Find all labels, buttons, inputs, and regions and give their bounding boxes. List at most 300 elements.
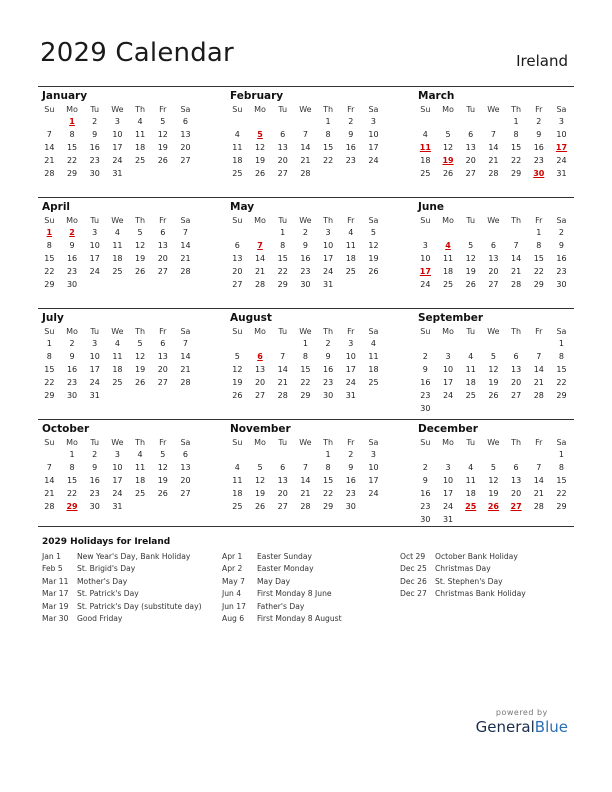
day-cell: 6	[513, 463, 519, 472]
day-cell: 12	[368, 241, 379, 250]
month-november	[226, 420, 386, 513]
day-cell: 27	[277, 502, 288, 511]
empty-cell	[174, 500, 197, 513]
day-cell: 2	[92, 450, 98, 459]
day-cell: 14	[180, 241, 191, 250]
day-cell: 22	[66, 156, 78, 165]
day-cell: 13	[180, 130, 191, 139]
day-cell: 15	[300, 365, 311, 374]
weekday-header: Sa	[556, 326, 567, 336]
empty-cell	[505, 513, 528, 526]
day-cell: 12	[135, 241, 146, 250]
day-cell: 22	[556, 378, 567, 387]
day-cell: 10	[368, 463, 379, 472]
day-cell: 19	[254, 156, 266, 165]
day-cell: 28	[180, 267, 191, 276]
month-name: December	[418, 423, 478, 435]
weekday-header: Su	[232, 437, 243, 447]
weekday-header: Th	[135, 215, 146, 225]
day-cell: 5	[445, 130, 451, 139]
day-cell: 29	[533, 280, 544, 289]
day-cell: 4	[422, 130, 428, 139]
empty-cell	[459, 337, 482, 350]
empty-cell	[527, 337, 550, 350]
day-cell: 17	[112, 476, 123, 485]
day-cell: 13	[254, 365, 266, 374]
day-cell: 26	[488, 391, 499, 400]
day-cell: 3	[348, 339, 354, 348]
day-cell: 10	[420, 254, 431, 263]
empty-cell	[505, 226, 528, 239]
day-cell: 13	[465, 143, 476, 152]
weekday-header: Sa	[180, 437, 191, 447]
day-cell: 25	[465, 391, 476, 400]
brand-name-part: Blue	[534, 718, 568, 736]
day-cell: 27	[232, 280, 243, 289]
empty-cell	[271, 115, 294, 128]
day-cell: 11	[112, 241, 123, 250]
brand-logo	[476, 708, 568, 736]
day-cell: 8	[558, 463, 565, 472]
day-cell: 28	[488, 169, 499, 178]
day-cell: 3	[422, 241, 428, 250]
empty-cell	[362, 167, 385, 180]
holiday-date: Oct 29	[400, 552, 426, 561]
day-cell: 24	[556, 156, 567, 165]
day-cell: 21	[44, 489, 55, 498]
day-cell: 9	[92, 130, 98, 139]
day-cell: 4	[137, 450, 143, 459]
day-cell: 30	[89, 169, 100, 178]
day-cell: 20	[180, 476, 191, 485]
holiday-date: Apr 1	[222, 552, 243, 561]
day-cell: 31	[442, 515, 454, 524]
holiday-name: Easter Monday	[257, 564, 314, 574]
day-cell: 29	[300, 391, 311, 400]
day-cell: 15	[66, 143, 78, 152]
day-cell: 27	[157, 378, 168, 387]
day-cell: 7	[302, 463, 308, 472]
holidays-column	[400, 552, 526, 602]
day-cell: 11	[442, 254, 454, 263]
day-cell: 10	[345, 352, 356, 361]
holiday-day-cell: 25	[465, 502, 477, 511]
weekday-header: Tu	[90, 437, 100, 447]
holiday-name: Easter Sunday	[257, 552, 313, 561]
month-august	[226, 309, 386, 402]
weekday-header: Fr	[159, 104, 167, 114]
holiday-day-cell: 17	[555, 143, 568, 152]
month-name: April	[42, 201, 71, 213]
weekday-header: Tu	[466, 215, 476, 225]
holiday-name: First Monday 8 August	[257, 613, 342, 623]
weekday-header: Su	[44, 104, 55, 114]
day-cell: 8	[46, 352, 52, 361]
day-cell: 24	[89, 267, 100, 276]
day-cell: 14	[533, 476, 544, 485]
day-cell: 19	[157, 476, 168, 485]
holiday-date: May 7	[222, 576, 245, 586]
weekday-header: Tu	[466, 326, 476, 336]
day-cell: 1	[558, 339, 565, 348]
day-cell: 22	[511, 156, 522, 165]
weekday-header: Tu	[278, 326, 288, 336]
day-cell: 1	[558, 450, 565, 459]
day-cell: 11	[232, 143, 243, 152]
day-cell: 5	[370, 228, 377, 237]
empty-cell	[437, 402, 460, 415]
day-cell: 20	[157, 365, 168, 374]
month-name: November	[230, 423, 291, 435]
weekday-header: Su	[420, 326, 431, 336]
weekday-header: We	[111, 326, 124, 336]
day-cell: 7	[490, 130, 496, 139]
day-cell: 17	[89, 365, 100, 374]
day-cell: 8	[558, 352, 565, 361]
weekday-header: Tu	[278, 215, 288, 225]
holiday-day-cell: 30	[533, 169, 545, 178]
month-july	[38, 309, 198, 402]
weekday-header: Mo	[66, 215, 78, 225]
day-cell: 1	[280, 228, 286, 237]
day-cell: 20	[465, 156, 476, 165]
day-cell: 14	[44, 143, 55, 152]
day-cell: 3	[370, 117, 377, 126]
day-cell: 6	[160, 339, 166, 348]
holiday-date: Mar 19	[42, 601, 69, 611]
day-cell: 29	[556, 502, 567, 511]
holiday-day-cell: 19	[442, 156, 454, 165]
weekday-header: Th	[323, 437, 334, 447]
day-cell: 28	[180, 378, 191, 387]
day-cell: 12	[157, 463, 168, 472]
day-cell: 4	[114, 339, 120, 348]
day-cell: 26	[254, 169, 266, 178]
day-cell: 10	[112, 463, 123, 472]
day-cell: 14	[300, 143, 311, 152]
weekday-header: Mo	[442, 326, 454, 336]
holiday-item	[222, 602, 342, 614]
holiday-item	[42, 602, 202, 614]
holiday-date: Aug 6	[222, 613, 245, 623]
day-cell: 6	[234, 241, 240, 250]
day-cell: 21	[300, 156, 311, 165]
empty-cell	[414, 448, 437, 461]
day-cell: 25	[420, 169, 431, 178]
day-cell: 28	[44, 169, 55, 178]
weekday-header: Sa	[180, 104, 191, 114]
holiday-date: Dec 27	[400, 589, 427, 599]
day-cell: 2	[536, 117, 542, 126]
holiday-date: Feb 5	[42, 564, 63, 574]
day-cell: 2	[325, 339, 331, 348]
day-cell: 26	[135, 378, 146, 387]
weekday-header: We	[111, 437, 124, 447]
holiday-day-cell: 1	[46, 228, 53, 237]
day-cell: 1	[325, 450, 331, 459]
day-cell: 19	[488, 489, 499, 498]
day-cell: 13	[511, 365, 522, 374]
day-cell: 21	[44, 156, 55, 165]
weekday-header: We	[487, 326, 500, 336]
weekday-header: Mo	[254, 437, 266, 447]
day-cell: 24	[420, 280, 431, 289]
day-cell: 21	[180, 365, 191, 374]
day-cell: 28	[511, 280, 522, 289]
day-cell: 23	[533, 156, 544, 165]
day-cell: 9	[348, 130, 354, 139]
day-cell: 8	[69, 130, 75, 139]
day-cell: 26	[157, 489, 168, 498]
weekday-header: Tu	[466, 104, 476, 114]
day-cell: 15	[511, 143, 522, 152]
holiday-item	[42, 552, 202, 564]
day-cell: 23	[420, 502, 431, 511]
day-cell: 25	[345, 267, 356, 276]
day-cell: 20	[511, 378, 522, 387]
grid-divider	[38, 526, 574, 527]
day-cell: 20	[180, 143, 191, 152]
month-may	[226, 198, 386, 291]
weekday-header: Fr	[535, 104, 543, 114]
day-cell: 13	[157, 352, 168, 361]
day-cell: 14	[511, 254, 522, 263]
day-cell: 16	[323, 365, 334, 374]
day-cell: 16	[66, 254, 78, 263]
day-cell: 3	[558, 117, 565, 126]
weekday-header: Th	[511, 215, 522, 225]
holiday-day-cell: 29	[66, 502, 78, 511]
brand-name-part: General	[475, 718, 535, 736]
empty-cell	[437, 448, 460, 461]
weekday-header: Mo	[66, 437, 78, 447]
day-cell: 2	[302, 228, 308, 237]
empty-cell	[482, 513, 505, 526]
day-cell: 12	[488, 476, 499, 485]
day-cell: 6	[280, 130, 286, 139]
weekday-header: Mo	[254, 104, 266, 114]
day-cell: 11	[368, 352, 379, 361]
month-name: September	[418, 312, 484, 324]
day-cell: 28	[277, 391, 288, 400]
empty-cell	[459, 513, 482, 526]
day-cell: 24	[442, 391, 454, 400]
holiday-date: Jun 4	[222, 589, 242, 599]
holiday-day-cell: 4	[445, 241, 451, 250]
day-cell: 21	[277, 378, 288, 387]
day-cell: 30	[556, 280, 567, 289]
day-cell: 30	[66, 391, 78, 400]
weekday-header: Sa	[368, 104, 379, 114]
empty-cell	[550, 513, 573, 526]
holiday-name: New Year's Day, Bank Holiday	[77, 552, 191, 561]
day-cell: 7	[302, 130, 308, 139]
day-cell: 6	[160, 228, 166, 237]
day-cell: 4	[370, 339, 377, 348]
weekday-header: Sa	[368, 326, 379, 336]
weekday-header: Sa	[556, 104, 567, 114]
holiday-item	[222, 552, 342, 564]
day-cell: 6	[182, 450, 189, 459]
day-cell: 25	[368, 378, 379, 387]
day-cell: 16	[89, 143, 100, 152]
day-cell: 12	[254, 143, 266, 152]
weekday-header: Fr	[159, 215, 167, 225]
day-cell: 22	[44, 267, 55, 276]
day-cell: 23	[89, 489, 100, 498]
holiday-item	[222, 589, 342, 601]
day-cell: 28	[254, 280, 266, 289]
holiday-day-cell: 11	[419, 143, 431, 152]
empty-cell	[151, 500, 174, 513]
powered-by-text: powered by	[495, 708, 548, 717]
day-cell: 7	[46, 463, 52, 472]
empty-cell	[339, 167, 362, 180]
empty-cell	[414, 226, 437, 239]
empty-cell	[362, 500, 385, 513]
holiday-name: October Bank Holiday	[435, 552, 518, 561]
day-cell: 11	[112, 352, 123, 361]
day-cell: 23	[420, 391, 431, 400]
calendar-row	[38, 197, 574, 308]
weekday-header: Mo	[442, 437, 454, 447]
day-cell: 22	[277, 267, 288, 276]
weekday-header: Tu	[466, 437, 476, 447]
day-cell: 8	[280, 241, 286, 250]
empty-cell	[482, 402, 505, 415]
day-cell: 16	[66, 365, 78, 374]
weekday-header: Tu	[90, 215, 100, 225]
day-cell: 18	[112, 365, 123, 374]
weekday-header: Sa	[180, 326, 191, 336]
day-cell: 14	[277, 365, 288, 374]
day-cell: 15	[277, 254, 288, 263]
day-cell: 13	[277, 143, 288, 152]
day-cell: 3	[325, 228, 331, 237]
day-cell: 4	[137, 117, 143, 126]
day-cell: 18	[345, 254, 356, 263]
day-cell: 8	[302, 352, 308, 361]
day-cell: 28	[44, 502, 55, 511]
day-cell: 19	[254, 489, 266, 498]
empty-cell	[151, 389, 174, 402]
holiday-item	[222, 614, 342, 626]
weekday-header: Mo	[442, 104, 454, 114]
weekday-header: Su	[232, 326, 243, 336]
day-cell: 5	[490, 463, 496, 472]
weekday-header: Fr	[535, 215, 543, 225]
day-cell: 26	[157, 156, 168, 165]
day-cell: 14	[254, 254, 266, 263]
day-cell: 7	[536, 463, 542, 472]
holidays-column	[42, 552, 202, 626]
day-cell: 19	[135, 254, 146, 263]
day-cell: 16	[300, 254, 311, 263]
day-cell: 1	[325, 117, 331, 126]
weekday-header: We	[487, 215, 500, 225]
empty-cell	[482, 337, 505, 350]
day-cell: 6	[182, 117, 189, 126]
day-cell: 27	[465, 169, 476, 178]
day-cell: 24	[323, 267, 334, 276]
day-cell: 20	[254, 378, 266, 387]
holiday-date: Apr 2	[222, 564, 243, 574]
month-december	[414, 420, 574, 526]
day-cell: 3	[370, 450, 377, 459]
day-cell: 1	[46, 339, 52, 348]
day-cell: 29	[44, 280, 55, 289]
holiday-name: St. Patrick's Day	[77, 589, 139, 599]
empty-cell	[527, 448, 550, 461]
calendar-row	[38, 86, 574, 197]
day-cell: 30	[323, 391, 334, 400]
day-cell: 12	[232, 365, 243, 374]
holiday-item	[222, 564, 342, 576]
weekday-header: We	[111, 104, 124, 114]
day-cell: 18	[112, 254, 123, 263]
empty-cell	[174, 167, 197, 180]
holiday-name: Mother's Day	[77, 576, 128, 586]
day-cell: 30	[66, 280, 78, 289]
day-cell: 31	[323, 280, 334, 289]
holiday-name: Christmas Bank Holiday	[435, 589, 526, 599]
day-cell: 25	[135, 489, 146, 498]
day-cell: 5	[257, 463, 263, 472]
holiday-name: Father's Day	[257, 601, 305, 611]
day-cell: 19	[465, 267, 476, 276]
day-cell: 10	[442, 476, 454, 485]
day-cell: 8	[69, 463, 75, 472]
day-cell: 4	[234, 130, 240, 139]
day-cell: 14	[488, 143, 499, 152]
day-cell: 17	[368, 476, 379, 485]
day-cell: 2	[348, 450, 354, 459]
empty-cell	[174, 278, 197, 291]
day-cell: 30	[420, 404, 431, 413]
empty-cell	[527, 402, 550, 415]
day-cell: 6	[490, 241, 496, 250]
brand-name	[476, 718, 568, 736]
weekday-header: We	[299, 215, 312, 225]
day-cell: 9	[348, 463, 354, 472]
weekday-header: Su	[420, 104, 431, 114]
weekday-header: Fr	[347, 437, 355, 447]
day-cell: 31	[345, 391, 356, 400]
day-cell: 9	[69, 352, 75, 361]
day-cell: 10	[89, 352, 100, 361]
empty-cell	[83, 278, 106, 291]
day-cell: 24	[442, 502, 454, 511]
day-cell: 4	[234, 463, 240, 472]
day-cell: 30	[89, 502, 100, 511]
day-cell: 1	[302, 339, 308, 348]
day-cell: 11	[135, 463, 146, 472]
weekday-header: Fr	[347, 215, 355, 225]
day-cell: 24	[112, 156, 123, 165]
day-cell: 4	[348, 228, 354, 237]
day-cell: 9	[558, 241, 565, 250]
day-cell: 17	[112, 143, 123, 152]
day-cell: 11	[345, 241, 356, 250]
day-cell: 10	[323, 241, 334, 250]
empty-cell	[226, 337, 249, 350]
day-cell: 15	[66, 476, 78, 485]
day-cell: 8	[325, 130, 331, 139]
holiday-day-cell: 17	[419, 267, 431, 276]
weekday-header: Su	[232, 104, 243, 114]
day-cell: 7	[182, 228, 189, 237]
holiday-date: Dec 26	[400, 576, 427, 586]
